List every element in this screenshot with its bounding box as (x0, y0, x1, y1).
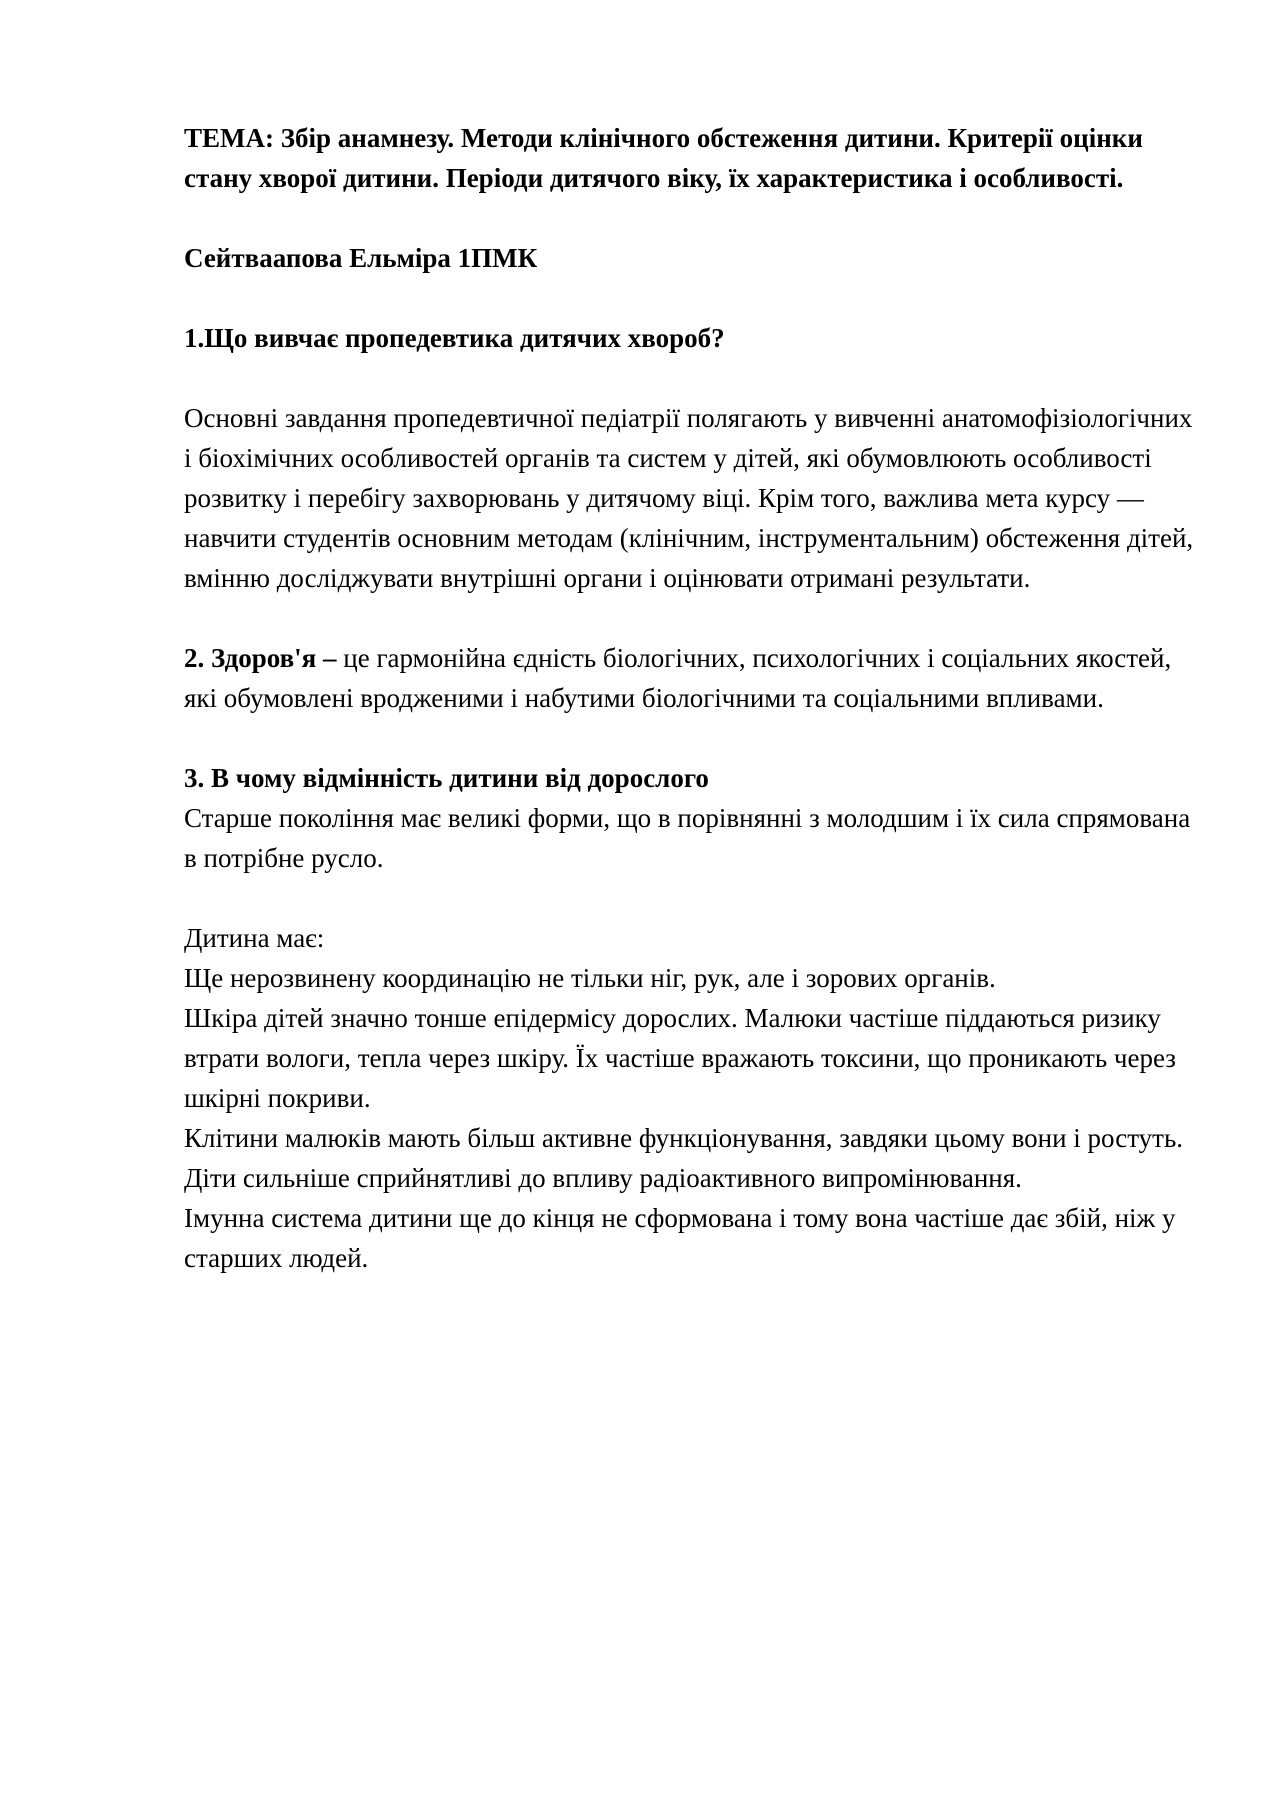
section-2-paragraph (184, 638, 1194, 718)
section-3-point: Клітини малюків мають більш активне функціонування, завдяки цьому вони і ростуть. Діти сильніше сприйнятливі до впливу радіоактивного випромінювання. (184, 1123, 1184, 1193)
section-1-heading: 1.Що вивчає пропедевтика дитячих хвороб? (184, 323, 725, 353)
section-3-intro: Старше покоління має великі форми, що в порівнянні з молодшим і їх сила спрямована в потрібне русло. (184, 803, 1191, 873)
section-3-point: Ще нерозвинену координацію не тільки ніг, рук, але і зорових органів. (184, 963, 996, 993)
document-title: ТЕМА: Збір анамнезу. Методи клінічного обстеження дитини. Критерії оцінки стану хворої дитини. Періоди дитячого віку, їх характеристика і особливості. (184, 123, 1143, 193)
section-3-lead: Дитина має: (184, 923, 325, 953)
spacer (184, 198, 1194, 238)
section-3-point: Імунна система дитини ще до кінця не сформована і тому вона частіше дає збій, ніж у старших людей. (184, 1203, 1176, 1273)
spacer (184, 718, 1194, 758)
section-3-point: Шкіра дітей значно тонше епідермісу дорослих. Малюки частіше піддаються ризику втрати вологи, тепла через шкіру. Їх частіше вражають токсини, що проникають через шкірні покриви. (184, 1003, 1176, 1113)
spacer (184, 598, 1194, 638)
section-1-text: Основні завдання пропедевтичної педіатрії полягають у вивченні анатомофізіологічних і біохімічних особливостей органів та систем у дітей, які обумовлюють особливості розвитку і перебігу захворювань у дитячому віці. Крім того, важлива мета курсу — навчити студентів основним методам (клінічним, інструментальним) обстеження дітей, вмінню досліджувати внутрішні органи і оцінювати отримані результати. (184, 403, 1194, 593)
spacer (184, 278, 1194, 318)
spacer (184, 358, 1194, 398)
author-line: Сейтваапова Ельміра 1ПМК (184, 243, 538, 273)
section-3-heading: 3. В чому відмінність дитини від дорослого (184, 763, 709, 793)
section-2-term: 2. Здоров'я – (184, 643, 337, 673)
spacer (184, 878, 1194, 918)
section-2-text: це гармонійна єдність біологічних, психологічних і соціальних якостей, які обумовлені вродженими і набутими біологічними та соціальними впливами. (184, 643, 1172, 713)
document-body (184, 118, 1194, 1278)
